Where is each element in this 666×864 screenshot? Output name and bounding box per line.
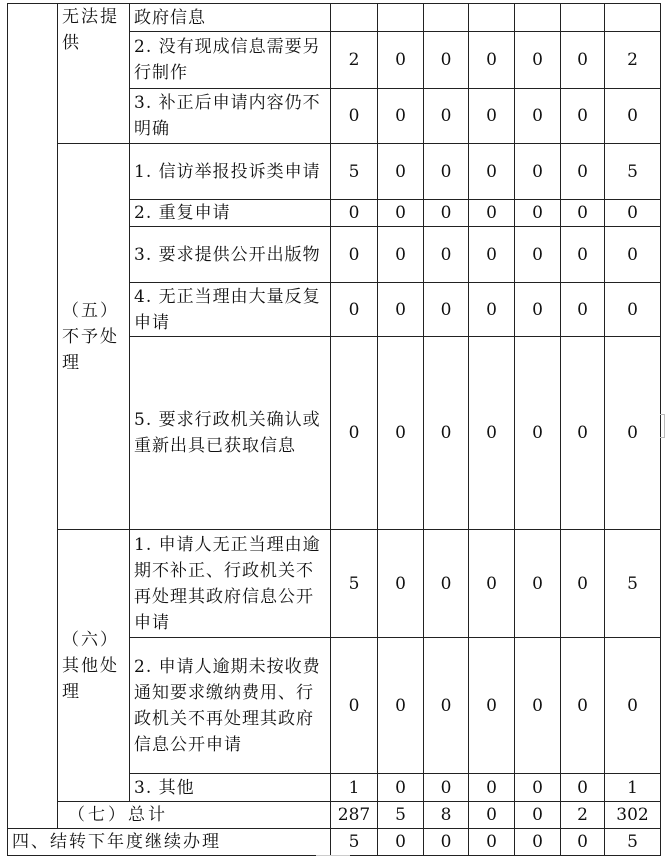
value-cell: 0: [469, 337, 515, 530]
row-label: 3. 补正后申请内容仍不明确: [130, 89, 331, 144]
left-margin-cell: [8, 4, 58, 829]
value-cell: 0: [331, 227, 378, 283]
group-label-other-processing: （六）其他处理: [58, 530, 130, 802]
row-label: 2. 没有现成信息需要另行制作: [130, 32, 331, 89]
total-value: 0: [469, 802, 515, 829]
value-cell: 0: [469, 32, 515, 89]
value-cell: 0: [561, 227, 605, 283]
value-cell: 0: [331, 337, 378, 530]
carryover-value: 5: [331, 829, 378, 856]
carryover-value: 0: [561, 829, 605, 856]
value-cell: 0: [515, 283, 561, 337]
row-label: 3. 其他: [130, 774, 331, 802]
value-cell: 0: [561, 89, 605, 144]
value-cell: 0: [561, 774, 605, 802]
row-label: 5. 要求行政机关确认或重新出具已获取信息: [130, 337, 331, 530]
row-label: 3. 要求提供公开出版物: [130, 227, 331, 283]
disclosure-stats-table: [7, 3, 661, 856]
value-cell: 0: [515, 530, 561, 638]
value-cell: 0: [561, 337, 605, 530]
value-cell: 0: [378, 337, 424, 530]
value-cell: [561, 4, 605, 32]
value-cell: 0: [378, 283, 424, 337]
value-cell: 2: [331, 32, 378, 89]
total-value: 5: [378, 802, 424, 829]
value-cell: 0: [515, 227, 561, 283]
carryover-value: 5: [605, 829, 661, 856]
value-cell: 0: [424, 200, 469, 227]
value-cell: 0: [424, 283, 469, 337]
value-cell: 0: [515, 89, 561, 144]
value-cell: [378, 4, 424, 32]
value-cell: 0: [605, 283, 661, 337]
carryover-value: 0: [424, 829, 469, 856]
row-label: 4. 无正当理由大量反复申请: [130, 283, 331, 337]
table-row: [8, 530, 661, 638]
value-cell: 0: [331, 200, 378, 227]
value-cell: 0: [605, 638, 661, 774]
value-cell: 0: [561, 200, 605, 227]
value-cell: 0: [424, 638, 469, 774]
total-row: [8, 802, 661, 829]
value-cell: 0: [424, 32, 469, 89]
table-row: [8, 4, 661, 32]
total-value: 8: [424, 802, 469, 829]
value-cell: 0: [469, 227, 515, 283]
value-cell: 1: [331, 774, 378, 802]
row-label: 2. 申请人逾期未按收费通知要求缴纳费用、行政机关不再处理其政府信息公开申请: [130, 638, 331, 774]
total-value: 2: [561, 802, 605, 829]
value-cell: 0: [469, 89, 515, 144]
value-cell: 0: [331, 283, 378, 337]
value-cell: 0: [424, 89, 469, 144]
value-cell: 0: [515, 774, 561, 802]
value-cell: 0: [424, 530, 469, 638]
value-cell: 0: [331, 89, 378, 144]
carryover-row: [8, 829, 661, 856]
value-cell: 0: [331, 638, 378, 774]
value-cell: 0: [424, 337, 469, 530]
value-cell: 0: [561, 144, 605, 200]
value-cell: 0: [515, 638, 561, 774]
value-cell: 5: [605, 530, 661, 638]
value-cell: 0: [378, 144, 424, 200]
total-value: 0: [515, 802, 561, 829]
value-cell: 0: [424, 774, 469, 802]
row-label: 2. 重复申请: [130, 200, 331, 227]
value-cell: 0: [469, 638, 515, 774]
value-cell: 0: [469, 200, 515, 227]
row-label: 1. 申请人无正当理由逾期不补正、行政机关不再处理其政府信息公开申请: [130, 530, 331, 638]
page-edge-mark: [660, 414, 665, 438]
value-cell: 0: [561, 530, 605, 638]
value-cell: 0: [605, 337, 661, 530]
value-cell: 5: [331, 530, 378, 638]
total-value: 287: [331, 802, 378, 829]
value-cell: 0: [424, 227, 469, 283]
value-cell: 0: [515, 32, 561, 89]
value-cell: 2: [605, 32, 661, 89]
value-cell: [605, 4, 661, 32]
value-cell: 0: [605, 89, 661, 144]
value-cell: 0: [378, 227, 424, 283]
value-cell: 0: [378, 638, 424, 774]
value-cell: 0: [605, 227, 661, 283]
group-label-not-processed: （五）不予处理: [58, 144, 130, 530]
value-cell: 0: [378, 774, 424, 802]
value-cell: 0: [469, 530, 515, 638]
total-value: 302: [605, 802, 661, 829]
value-cell: 0: [378, 530, 424, 638]
table-row: [8, 144, 661, 200]
value-cell: 0: [469, 144, 515, 200]
value-cell: [424, 4, 469, 32]
value-cell: 5: [605, 144, 661, 200]
value-cell: 0: [515, 337, 561, 530]
value-cell: 5: [331, 144, 378, 200]
value-cell: 0: [515, 144, 561, 200]
value-cell: 0: [561, 638, 605, 774]
value-cell: [515, 4, 561, 32]
carryover-value: 0: [378, 829, 424, 856]
value-cell: 1: [605, 774, 661, 802]
value-cell: [469, 4, 515, 32]
value-cell: 0: [378, 89, 424, 144]
value-cell: 0: [561, 283, 605, 337]
carryover-value: 0: [469, 829, 515, 856]
carryover-label: 四、结转下年度继续办理: [8, 829, 331, 856]
value-cell: [331, 4, 378, 32]
group-label-unable-provide: 无法提供: [58, 4, 130, 144]
value-cell: 0: [469, 283, 515, 337]
total-label: （七）总计: [58, 802, 331, 829]
value-cell: 0: [605, 200, 661, 227]
value-cell: 0: [561, 32, 605, 89]
value-cell: 0: [515, 200, 561, 227]
carryover-value: 0: [515, 829, 561, 856]
value-cell: 0: [424, 144, 469, 200]
row-label: 1. 信访举报投诉类申请: [130, 144, 331, 200]
value-cell: 0: [378, 32, 424, 89]
row-label: 政府信息: [130, 4, 331, 32]
value-cell: 0: [378, 200, 424, 227]
value-cell: 0: [469, 774, 515, 802]
